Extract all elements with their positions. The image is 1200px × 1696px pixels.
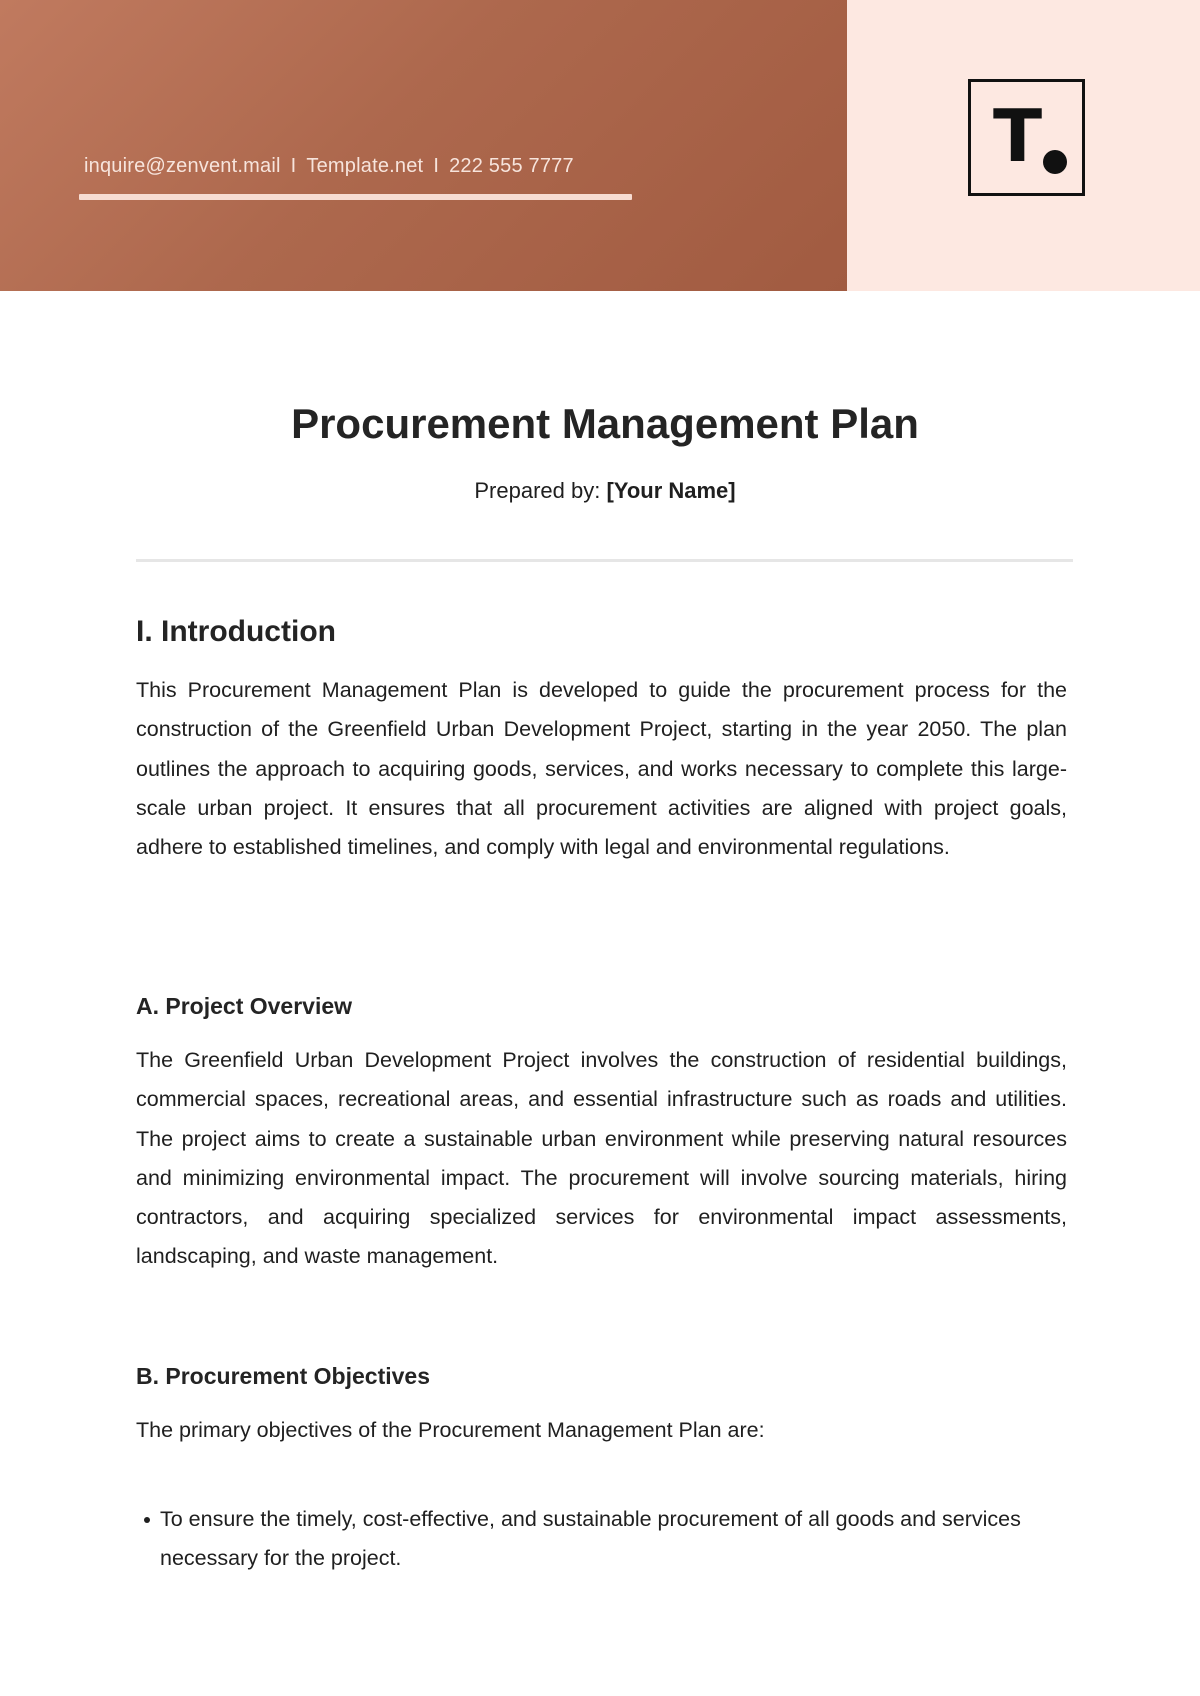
prepared-label: Prepared by: <box>474 478 601 503</box>
intro-heading: I. Introduction <box>136 615 336 648</box>
contact-phone[interactable]: 222 555 7777 <box>449 155 574 177</box>
objectives-list <box>136 1500 1067 1579</box>
contact-email[interactable]: inquire@zenvent.mail <box>84 155 281 177</box>
intro-paragraph: This Procurement Management Plan is developed to guide the procurement process for the construction of the Greenfield Urban Development Project, starting in the year 2050. The plan outlines the approach to acquiring goods, services, and works necessary to complete this large-scale urban project. It ensures that all procurement activities are aligned with project goals, adhere to established timelines, and comply with legal and environmental regulations. <box>136 678 1067 860</box>
objectives-intro: The primary objectives of the Procurement Management Plan are: <box>136 1418 765 1442</box>
prepared-name: [Your Name] <box>606 478 736 503</box>
brand-logo <box>968 79 1085 196</box>
prepared-by <box>0 478 1200 504</box>
header-rule <box>79 194 632 200</box>
divider <box>136 559 1073 562</box>
contact-separator: I <box>433 155 440 177</box>
contact-separator: I <box>290 155 297 177</box>
overview-paragraph: The Greenfield Urban Development Project involves the construction of residential buildings, commercial spaces, recreational areas, and essential infrastructure such as roads and utilities. The project aims to create a sustainable urban environment while preserving natural resources and minimizing environmental impact. The procurement will involve sourcing materials, hiring contractors, and acquiring specialized services for environmental impact assessments, landscaping, and waste management. <box>136 1048 1067 1269</box>
logo-dot-icon <box>1043 150 1067 174</box>
page-title: Procurement Management Plan <box>291 400 919 447</box>
contact-website[interactable]: Template.net <box>306 155 424 177</box>
header-band <box>0 0 847 291</box>
list-item: To ensure the timely, cost-effective, and sustainable procurement of all goods and services necessary for the project. <box>136 1500 1067 1579</box>
overview-heading: A. Project Overview <box>136 993 353 1019</box>
logo-letter: T <box>993 94 1043 178</box>
objectives-heading: B. Procurement Objectives <box>136 1363 430 1389</box>
contact-line <box>84 155 574 178</box>
